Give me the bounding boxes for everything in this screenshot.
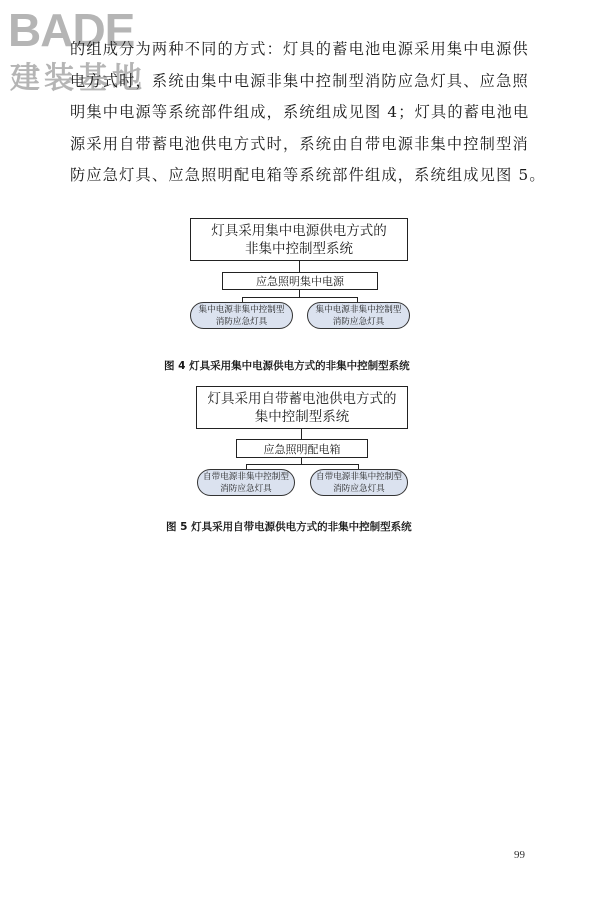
figure4-power-label: 应急照明集中电源 bbox=[256, 275, 344, 288]
node-label-line1: 自带电源非集中控制型 bbox=[316, 471, 402, 482]
figure5-right-luminaire-node bbox=[310, 469, 408, 496]
node-label-line2: 消防应急灯具 bbox=[333, 483, 385, 494]
connector-line bbox=[301, 429, 302, 439]
connector-line bbox=[242, 297, 358, 298]
figure5-title-line2: 集中控制型系统 bbox=[254, 408, 350, 425]
figure4-title-line2: 非集中控制型系统 bbox=[245, 240, 353, 257]
connector-line bbox=[299, 261, 300, 272]
paragraph-line: 电方式时，系统由集中电源非集中控制型消防应急灯具、应急照 bbox=[70, 71, 529, 90]
figure4-system-title-box bbox=[190, 218, 408, 261]
svg-text:建装基地: 建装基地 bbox=[10, 61, 146, 94]
figure4-right-luminaire-node bbox=[307, 302, 410, 329]
figure5-caption: 图 5 灯具采用自带电源供电方式的非集中控制型系统 bbox=[166, 521, 412, 533]
figure5-system-title-box bbox=[196, 386, 408, 429]
svg-text:BADE: BADE bbox=[8, 4, 135, 56]
node-label-line2: 消防应急灯具 bbox=[220, 483, 272, 494]
paragraph-line: 明集中电源等系统部件组成，系统组成见图 4；灯具的蓄电池电 bbox=[70, 103, 530, 121]
figure4-power-source-box bbox=[222, 272, 378, 290]
figure4-caption: 图 4 灯具采用集中电源供电方式的非集中控制型系统 bbox=[164, 360, 410, 372]
node-label-line1: 集中电源非集中控制型 bbox=[315, 304, 402, 315]
node-label-line1: 自带电源非集中控制型 bbox=[203, 471, 289, 482]
node-label-line2: 消防应急灯具 bbox=[215, 316, 268, 327]
figure5-power-label: 应急照明配电箱 bbox=[263, 442, 341, 456]
body-paragraph bbox=[70, 34, 546, 192]
connector-line bbox=[246, 464, 359, 465]
paragraph-line: 的组成分为两种不同的方式：灯具的蓄电池电源采用集中电源供 bbox=[70, 40, 529, 58]
paragraph-line: 防应急灯具、应急照明配电箱等系统部件组成，系统组成见图 5。 bbox=[70, 166, 546, 184]
figure4-title-line1: 灯具采用集中电源供电方式的 bbox=[211, 222, 387, 239]
figure5-title-line1: 灯具采用自带蓄电池供电方式的 bbox=[207, 390, 397, 407]
paragraph-line: 源采用自带蓄电池供电方式时，系统由自带电源非集中控制型消 bbox=[70, 134, 529, 153]
node-label-line1: 集中电源非集中控制型 bbox=[198, 304, 285, 315]
page-number: 99 bbox=[514, 849, 525, 861]
figure4-left-luminaire-node bbox=[190, 302, 293, 329]
figure5-distribution-box bbox=[236, 439, 368, 458]
node-label-line2: 消防应急灯具 bbox=[332, 316, 385, 327]
figure5-left-luminaire-node bbox=[197, 469, 295, 496]
